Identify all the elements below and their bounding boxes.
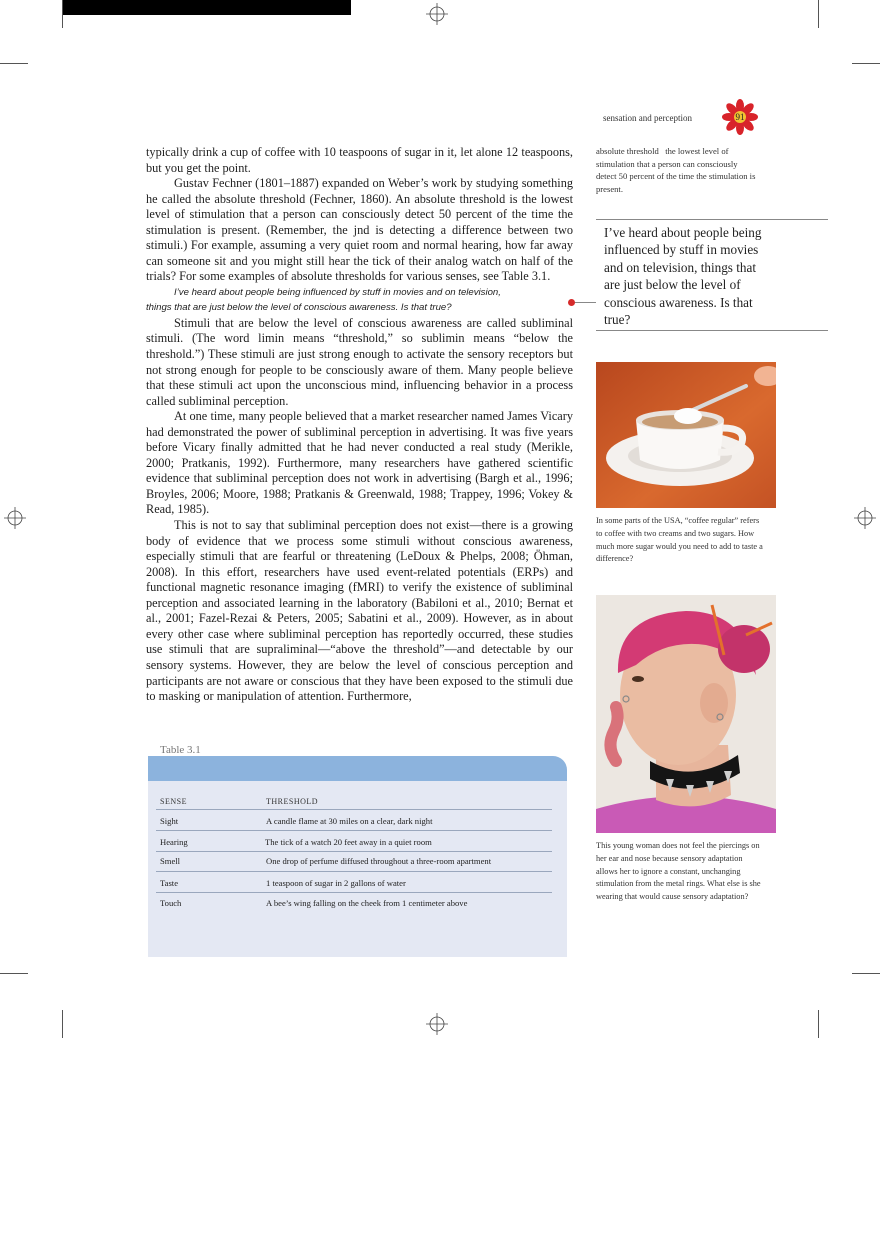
pierced-woman-image — [596, 595, 776, 833]
table-cell-threshold: A candle flame at 30 miles on a clear, dark night — [266, 816, 433, 826]
table-divider — [156, 809, 552, 810]
paragraph: Gustav Fechner (1801–1887) expanded on Weber’s work by studying something he called the absolute threshold (Fechner, 1860). An absolute threshold is the lowest level of stimulation that a person can consciously detect 50 percent of the time the stimulation is present. (Remember, the jnd is detecting a difference between two stimuli.) For example, assuming a very quiet room and normal hearing, how far away can someone sit and you might still hear the tick of their analog watch on half of the trials? For some examples of absolute thresholds for various senses, see Table 3.1. — [146, 176, 573, 284]
table-divider — [156, 851, 552, 852]
piercing-caption: This young woman does not feel the piercings on her ear and nose because sensory adaptation allows her to ignore a constant, unchanging stimulation from the metal rings. What else is she wearing that would cause sensory adaptation? — [596, 841, 761, 902]
paragraph: typically drink a cup of coffee with 10 teaspoons of sugar in it, let alone 12 teaspoons, but you get the point. — [146, 145, 573, 175]
paragraph: Stimuli that are below the level of conscious awareness are called subliminal stimuli. (The word limin means “threshold,” so sublimin means “below the threshold.”) These stimuli are just strong enough to activate the sensory receptors but not strong enough for people to be consciously aware of them. Many people believe that these stimuli act upon the unconscious mind, influencing behavior in a process called subliminal perception. — [146, 315, 573, 408]
table-cell-threshold: The tick of a watch 20 feet away in a quiet room — [265, 837, 432, 847]
table-body — [148, 781, 567, 957]
table-cell-sense: Hearing — [160, 837, 188, 847]
paragraph: At one time, many people believed that a market researcher named James Vicary had demonstrated the power of subliminal perception in advertising. It was five years before Vicary finally admitted that he had never conducted a real study (Merikle, 2000; Pratkanis, 1992). Furthermore, many researchers have gathered scientific evidence that subliminal perception does not work in advertising (Bargh et al., 1996; Broyles, 2006; Moore, 1988; Pratkanis & Greenwald, 1988; Trappey, 1996; Vokey & Read, 1985). — [146, 409, 573, 517]
table-cell-threshold: One drop of perfume diffused throughout a three-room apartment — [266, 856, 492, 866]
table-cell-sense: Touch — [160, 898, 182, 908]
glossary-definition: the lowest level of stimulation that a person can consciously detect 50 percent of the time the stimulation is present. — [596, 146, 756, 194]
table-divider — [156, 830, 552, 831]
table-header-threshold: THRESHOLD — [266, 797, 319, 806]
inline-question — [146, 285, 573, 316]
callout-text: I’ve heard about people being influenced by stuff in movies and on television, things that are just below the level of conscious awareness. Is that true? — [604, 225, 762, 328]
callout-rule — [596, 219, 616, 220]
main-text-column — [146, 145, 573, 705]
registration-mark-icon — [426, 1013, 448, 1035]
table-divider — [156, 871, 552, 872]
crop-mark — [852, 63, 880, 64]
crop-mark — [818, 1010, 819, 1038]
bullet-dot-icon — [568, 299, 575, 306]
table-cell-sense: Smell — [160, 856, 181, 866]
table-cell-threshold: A bee’s wing falling on the cheek from 1 centimeter above — [266, 898, 468, 908]
crop-mark — [0, 63, 28, 64]
table-divider — [156, 892, 552, 893]
registration-mark-icon — [4, 507, 26, 529]
page-number: 91 — [735, 112, 745, 122]
inline-question-line: I’ve heard about people being influenced by stuff in movies and on television, — [174, 286, 501, 298]
printer-black-bar — [62, 0, 351, 15]
inline-question-line: things that are just below the level of conscious awareness. Is that true? — [146, 302, 452, 314]
table-cell-sense: Sight — [160, 816, 179, 826]
paragraph: This is not to say that subliminal perception does not exist—there is a growing body of evidence that we process some stimuli without conscious awareness, especially stimuli that are fearful or threatening (LeDoux & Phelps, 2008; Öhman, 2008). In this effort, researchers have used event-related potentials (ERPs) and functional magnetic resonance imaging (fMRI) to verify the existence of subliminal perception and associated learning in the laboratory (Babiloni et al., 2010; Bernat et al., 2001; Fazel-Rezai & Peters, 2005; Sabatini et al., 2009). However, as in about every other case where subliminal perception has reportedly occurred, these studies use stimuli that are supraliminal—“above the threshold”—and detectable by our sensory systems. However, they are below the level of conscious perception and participants are not aware or conscious that they have been exposed to the stimuli due to masking or manipulation of attention. Furthermore, — [146, 518, 573, 704]
crop-mark — [852, 973, 880, 974]
running-head: sensation and perception — [603, 113, 692, 123]
crop-mark — [62, 1010, 63, 1038]
table-cell-sense: Taste — [160, 878, 179, 888]
crop-mark — [0, 973, 28, 974]
question-callout — [596, 219, 828, 331]
coffee-cup-image — [596, 362, 776, 508]
pierced-woman-photo — [596, 595, 776, 833]
table-cell-threshold: 1 teaspoon of sugar in 2 gallons of water — [266, 878, 406, 888]
page-number-flower — [722, 99, 758, 135]
callout-connector — [572, 302, 596, 303]
coffee-caption: In some parts of the USA, “coffee regular” refers to coffee with two creams and two sugars. How much more sugar would you need to add to taste a difference? — [596, 516, 763, 564]
glossary-term: absolute threshold — [596, 146, 659, 156]
coffee-cup-photo — [596, 362, 776, 508]
table-title-bar — [148, 756, 567, 781]
crop-mark — [62, 0, 63, 28]
registration-mark-icon — [854, 507, 876, 529]
table-label: Table 3.1 — [160, 744, 201, 756]
table-header-sense: SENSE — [160, 797, 187, 806]
glossary-entry — [596, 145, 756, 195]
registration-mark-icon — [426, 3, 448, 25]
crop-mark — [818, 0, 819, 28]
